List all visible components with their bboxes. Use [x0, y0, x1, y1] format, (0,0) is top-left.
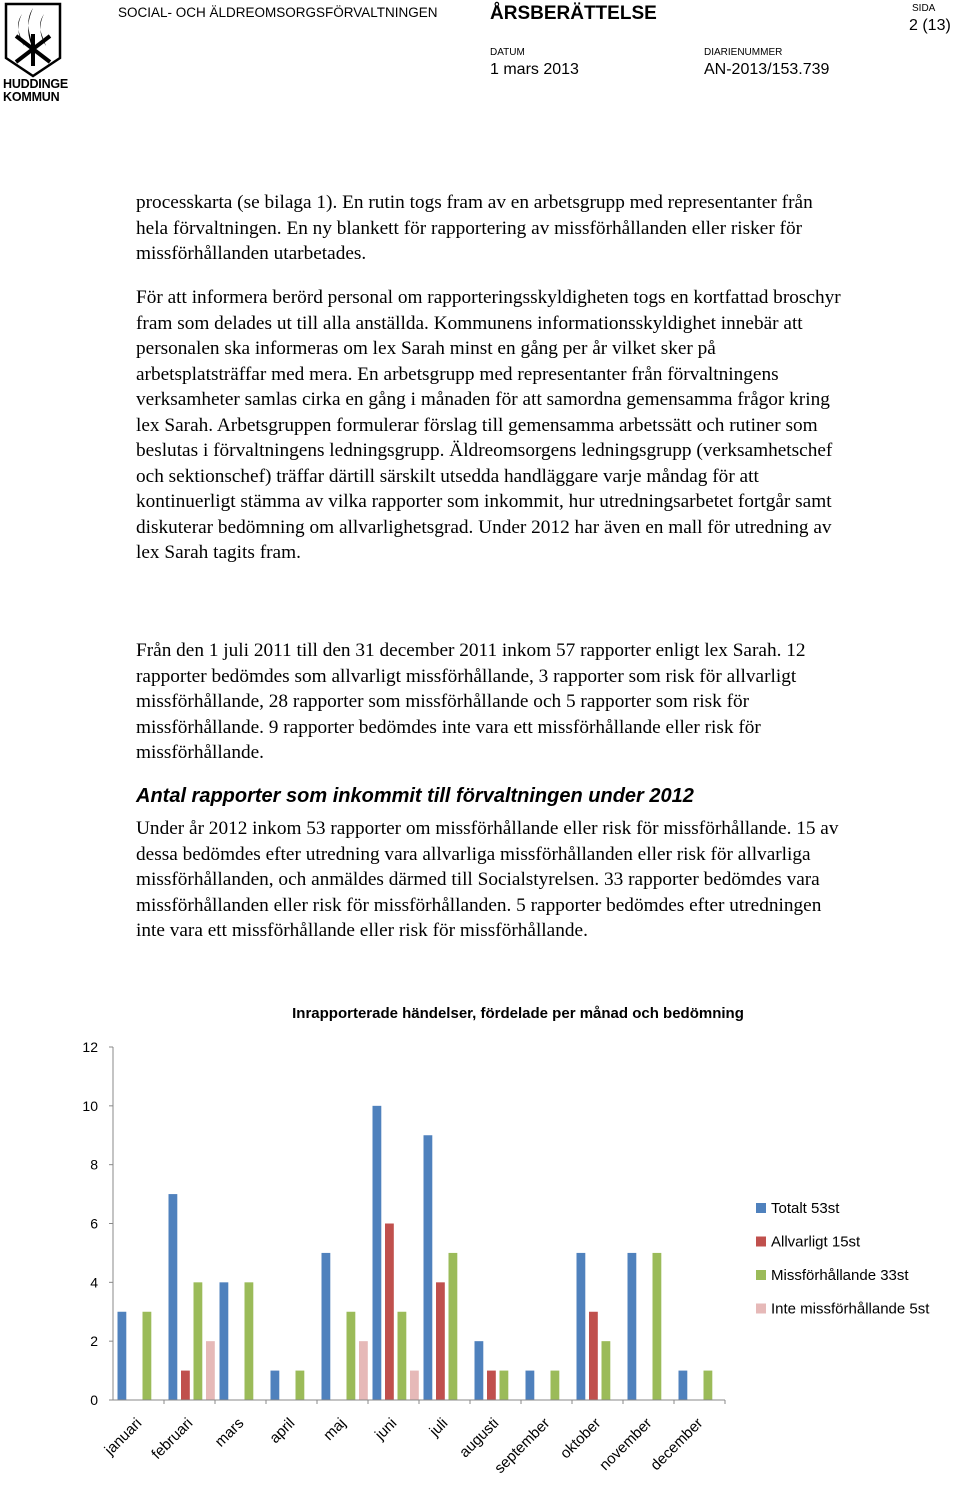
reports-bar-chart [0, 990, 960, 1485]
x-tick-label: januari [101, 1414, 146, 1459]
bar-juli-series-3 [449, 1253, 458, 1400]
paragraph-information: För att informera berörd personal om rapporteringsskyldigheten togs en kortfattad broschyr fram som delades ut till alla anställda. Kommunens informationsskyldighet innebär att personalen ska informeras om lex Sarah minst en gång per år vilket sker på arbetsplatsträffar med mera. En arbetsgrupp med representanter från förvaltningens verksamheter samlas cirka en gång i månaden för att samordna gemensamma frågor kring lex Sarah. Arbetsgruppen formulerar förslag till gemensamma arbetssätt och rutiner som beslutas i förvaltningens ledningsgrupp. Äldreomsorgens ledningsgrupp (verksamhetschef och sektionschef) träffar därtill särskilt utsedda handläggare varje måndag för att kontinuerligt stämma av vilka rapporter som inkommit, hur utredningsarbetet fortgår samt diskuterar bedömning om allvarlighetsgrad. Under 2012 har även en mall för utredning av lex Sarah tagits fram. [136, 287, 841, 563]
bar-januari-series-1 [118, 1312, 127, 1400]
page-label: SIDA [912, 3, 936, 14]
legend-label: Inte missförhållande 5st [771, 1300, 930, 1318]
y-tick-label: 6 [90, 1215, 98, 1232]
bar-juni-series-2 [385, 1224, 394, 1401]
bar-juli-series-2 [436, 1282, 445, 1400]
bar-juni-series-4 [410, 1371, 419, 1400]
legend-label: Missförhållande 33st [771, 1267, 909, 1284]
bar-oktober-series-1 [577, 1253, 586, 1400]
legend-swatch [756, 1304, 766, 1314]
bar-september-series-3 [551, 1371, 560, 1400]
x-tick-label: maj [320, 1414, 350, 1444]
x-tick-label: juli [426, 1414, 452, 1440]
logo-text-line2: KOMMUN [3, 90, 60, 104]
y-axis [82, 1039, 113, 1408]
legend-swatch [756, 1270, 766, 1280]
x-axis [101, 1400, 725, 1477]
paragraph-process-map: processkarta (se bilaga 1). En rutin togs fram av en arbetsgrupp med representanter från hela förvaltningen. En ny blankett för rapportering av missförhållanden eller risker för missförhållanden utarbetades. [136, 192, 813, 264]
legend-swatch [756, 1237, 766, 1247]
x-tick-label: augusti [456, 1414, 503, 1462]
bar-augusti-series-3 [500, 1371, 509, 1400]
bar-mars-series-1 [220, 1282, 229, 1400]
bar-februari-series-1 [169, 1194, 178, 1400]
legend-label: Allvarligt 15st [771, 1233, 861, 1251]
page-number: 2 (13) [909, 17, 951, 34]
y-tick-label: 12 [82, 1039, 98, 1055]
chart-bars [118, 1106, 713, 1400]
bar-oktober-series-2 [589, 1312, 598, 1400]
bar-oktober-series-3 [602, 1341, 611, 1400]
bar-november-series-3 [653, 1253, 662, 1400]
bar-mars-series-3 [245, 1282, 254, 1400]
bar-juni-series-3 [398, 1312, 407, 1400]
date-label: DATUM [490, 47, 525, 58]
bar-maj-series-1 [322, 1253, 331, 1400]
bar-november-series-1 [628, 1253, 637, 1400]
logo-text [3, 78, 68, 104]
x-tick-label: februari [148, 1414, 197, 1463]
x-tick-label: oktober [556, 1414, 605, 1463]
document-type: ÅRSBERÄTTELSE [490, 3, 657, 24]
bar-juni-series-1 [373, 1106, 382, 1400]
chart-legend [756, 1200, 930, 1318]
bar-december-series-3 [704, 1371, 713, 1400]
bar-augusti-series-1 [475, 1341, 484, 1400]
y-tick-label: 2 [90, 1333, 98, 1350]
bar-augusti-series-2 [487, 1371, 496, 1400]
y-tick-label: 4 [90, 1274, 98, 1291]
x-tick-label: mars [211, 1414, 248, 1451]
legend-swatch [756, 1203, 766, 1213]
bar-maj-series-4 [359, 1341, 368, 1400]
registration-number: AN-2013/153.739 [704, 61, 830, 78]
bar-februari-series-3 [194, 1282, 203, 1400]
bar-maj-series-3 [347, 1312, 356, 1400]
x-tick-label: november [596, 1414, 656, 1474]
x-tick-label: december [647, 1414, 707, 1474]
y-tick-label: 10 [82, 1097, 98, 1114]
organization-name: SOCIAL- OCH ÄLDREOMSORGSFÖRVALTNINGEN [118, 5, 438, 20]
bar-januari-series-3 [143, 1312, 152, 1400]
x-tick-label: april [266, 1414, 299, 1447]
paragraph-2012-reports: Under år 2012 inkom 53 rapporter om missförhållande eller risk för missförhållande. 15 av dessa bedömdes efter utredning vara allvarliga missförhållanden eller risk för allvarliga missförhållanden, och anmäldes därmed till Socialstyrelsen. 33 rapporter bedömdes vara missförhållanden eller risk för missförhållanden. 5 rapporter bedömdes efter utredningen inte vara ett missförhållande eller risk för missförhållande. [136, 818, 839, 941]
paragraph-2011-reports: Från den 1 juli 2011 till den 31 december 2011 inkom 57 rapporter enligt lex Sarah. 12 rapporter bedömdes som allvarligt missförhållande, 3 rapporter som risk för allvarligt missförhållande, 28 rapporter som missförhållande och 5 rapporter som risk för missförhållande. 9 rapporter bedömdes inte vara ett missförhållande eller risk för missförhållande. [136, 640, 806, 763]
bar-december-series-1 [679, 1371, 688, 1400]
bar-februari-series-4 [206, 1341, 215, 1400]
y-tick-label: 0 [90, 1392, 98, 1408]
bar-februari-series-2 [181, 1371, 190, 1400]
x-tick-label: september [491, 1414, 554, 1477]
bar-april-series-3 [296, 1371, 305, 1400]
x-tick-label: juni [371, 1414, 401, 1444]
legend-label: Totalt 53st [771, 1200, 840, 1217]
section-heading: Antal rapporter som inkommit till förvaltningen under 2012 [136, 785, 694, 807]
logo-text-line1: HUDDINGE [3, 77, 69, 91]
bar-juli-series-1 [424, 1135, 433, 1400]
y-tick-label: 8 [90, 1156, 98, 1173]
bar-september-series-1 [526, 1371, 535, 1400]
registration-label: DIARIENUMMER [704, 47, 783, 58]
bar-april-series-1 [271, 1371, 280, 1400]
chart-title: Inrapporterade händelser, fördelade per månad och bedömning [292, 1005, 744, 1022]
date-value: 1 mars 2013 [490, 61, 579, 78]
